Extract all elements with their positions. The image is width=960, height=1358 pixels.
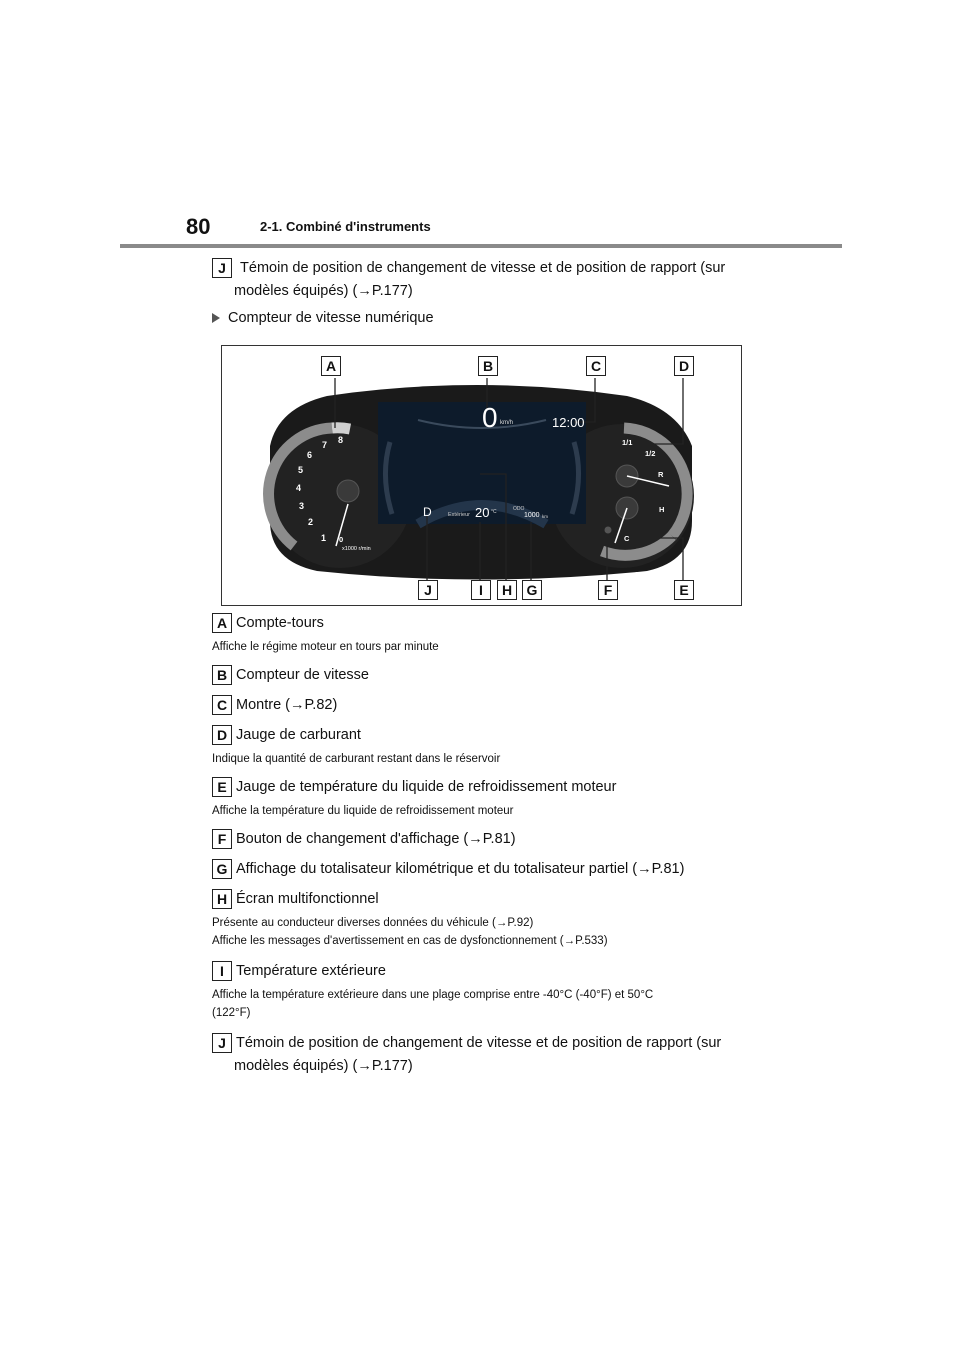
item-label: Température extérieure bbox=[236, 963, 386, 979]
tach-tick-label: 2 bbox=[308, 517, 314, 527]
tach-tick-label: 5 bbox=[298, 465, 304, 475]
outside-temp-value: 20 bbox=[475, 505, 490, 520]
tach-tick-label: 1 bbox=[321, 533, 327, 543]
outside-temp-label: Extérieur bbox=[448, 512, 471, 518]
subheading bbox=[212, 310, 434, 326]
legend-item-j bbox=[212, 1033, 721, 1053]
section-title: 2-1. Combiné d'instruments bbox=[260, 219, 431, 234]
page-number: 80 bbox=[186, 214, 211, 239]
legend-item-g bbox=[212, 859, 684, 879]
callout-j: J bbox=[418, 580, 438, 600]
instrument-cluster-figure bbox=[221, 345, 742, 606]
callout-h: H bbox=[497, 580, 517, 600]
legend-item-b bbox=[212, 665, 369, 685]
item-continuation: modèles équipés) (→P.177) bbox=[234, 283, 413, 299]
label-badge: C bbox=[212, 695, 232, 715]
item-description: Indique la quantité de carburant restant dans le réservoir bbox=[212, 753, 501, 765]
callout-g: G bbox=[522, 580, 542, 600]
callout-i: I bbox=[471, 580, 491, 600]
tach-unit-label: x1000 r/min bbox=[342, 546, 371, 552]
speed-readout: 0 bbox=[482, 402, 498, 433]
item-description: Présente au conducteur diverses données du véhicule (→P.92) bbox=[212, 917, 534, 929]
top-item-j bbox=[212, 258, 725, 278]
legend-item-i bbox=[212, 961, 386, 981]
label-badge: A bbox=[212, 613, 232, 633]
label-badge: G bbox=[212, 859, 232, 879]
legend-item-e bbox=[212, 777, 616, 797]
callout-e: E bbox=[674, 580, 694, 600]
item-description: (122°F) bbox=[212, 1007, 251, 1019]
label-badge: J bbox=[212, 258, 232, 278]
tach-tick-label: 7 bbox=[322, 440, 328, 450]
label-badge: B bbox=[212, 665, 232, 685]
item-label: Compte-tours bbox=[236, 615, 324, 631]
label-badge: I bbox=[212, 961, 232, 981]
item-label: Écran multifonctionnel bbox=[236, 891, 379, 907]
item-description: Affiche la température extérieure dans une plage comprise entre -40°C (-40°F) et 50°C bbox=[212, 989, 654, 1001]
legend-item-d bbox=[212, 725, 361, 745]
legend-item-f bbox=[212, 829, 516, 849]
item-description: Affiche la température du liquide de refroidissement moteur bbox=[212, 805, 514, 817]
triangle-bullet-icon bbox=[212, 313, 220, 323]
item-description: Affiche les messages d'avertissement en cas de dysfonctionnement (→P.533) bbox=[212, 935, 608, 947]
item-label: Montre (→P.82) bbox=[236, 697, 338, 713]
fuel-reserve-label: R bbox=[658, 470, 664, 479]
odo-value: 1000 bbox=[524, 512, 540, 519]
tach-tick-label: 8 bbox=[338, 435, 344, 445]
item-label: Bouton de changement d'affichage (→P.81) bbox=[236, 831, 516, 847]
item-label: Jauge de carburant bbox=[236, 727, 361, 743]
item-description: Affiche le régime moteur en tours par minute bbox=[212, 641, 439, 653]
item-label: Compteur de vitesse bbox=[236, 667, 369, 683]
odo-unit: km bbox=[542, 514, 548, 519]
legend-item-a bbox=[212, 613, 324, 633]
legend-item-h bbox=[212, 889, 379, 909]
outside-temp-unit: °C bbox=[491, 509, 497, 515]
item-label: Témoin de position de changement de vitesse et de position de rapport (sur bbox=[240, 260, 726, 276]
fuel-half-label: 1/2 bbox=[645, 449, 656, 458]
odo-label: ODO bbox=[513, 506, 525, 512]
callout-d: D bbox=[674, 356, 694, 376]
subheading-text: Compteur de vitesse numérique bbox=[228, 310, 434, 326]
gear-indicator: D bbox=[423, 505, 432, 519]
tach-tick-label: 3 bbox=[299, 501, 305, 511]
item-label: Jauge de température du liquide de refroidissement moteur bbox=[236, 779, 617, 795]
fuel-full-label: 1/1 bbox=[622, 438, 633, 447]
item-continuation: modèles équipés) (→P.177) bbox=[234, 1058, 413, 1074]
label-badge: E bbox=[212, 777, 232, 797]
label-badge: J bbox=[212, 1033, 232, 1053]
label-badge: F bbox=[212, 829, 232, 849]
label-badge: D bbox=[212, 725, 232, 745]
legend-item-c bbox=[212, 695, 337, 715]
header-rule bbox=[120, 244, 842, 248]
tach-zero-label: 0 bbox=[339, 535, 344, 544]
temp-hot-label: H bbox=[659, 505, 665, 514]
speed-unit: km/h bbox=[500, 420, 514, 426]
callout-a: A bbox=[321, 356, 341, 376]
item-label: Témoin de position de changement de vitesse et de position de rapport (sur bbox=[236, 1035, 722, 1051]
item-label: Affichage du totalisateur kilométrique et du totalisateur partiel (→P.81) bbox=[236, 861, 685, 877]
temp-cold-label: C bbox=[624, 534, 630, 543]
label-badge: H bbox=[212, 889, 232, 909]
tach-tick-label: 4 bbox=[296, 483, 302, 493]
tach-tick-label: 6 bbox=[307, 450, 313, 460]
clock-readout: 12:00 bbox=[552, 415, 585, 430]
callout-b: B bbox=[478, 356, 498, 376]
callout-c: C bbox=[586, 356, 606, 376]
callout-f: F bbox=[598, 580, 618, 600]
